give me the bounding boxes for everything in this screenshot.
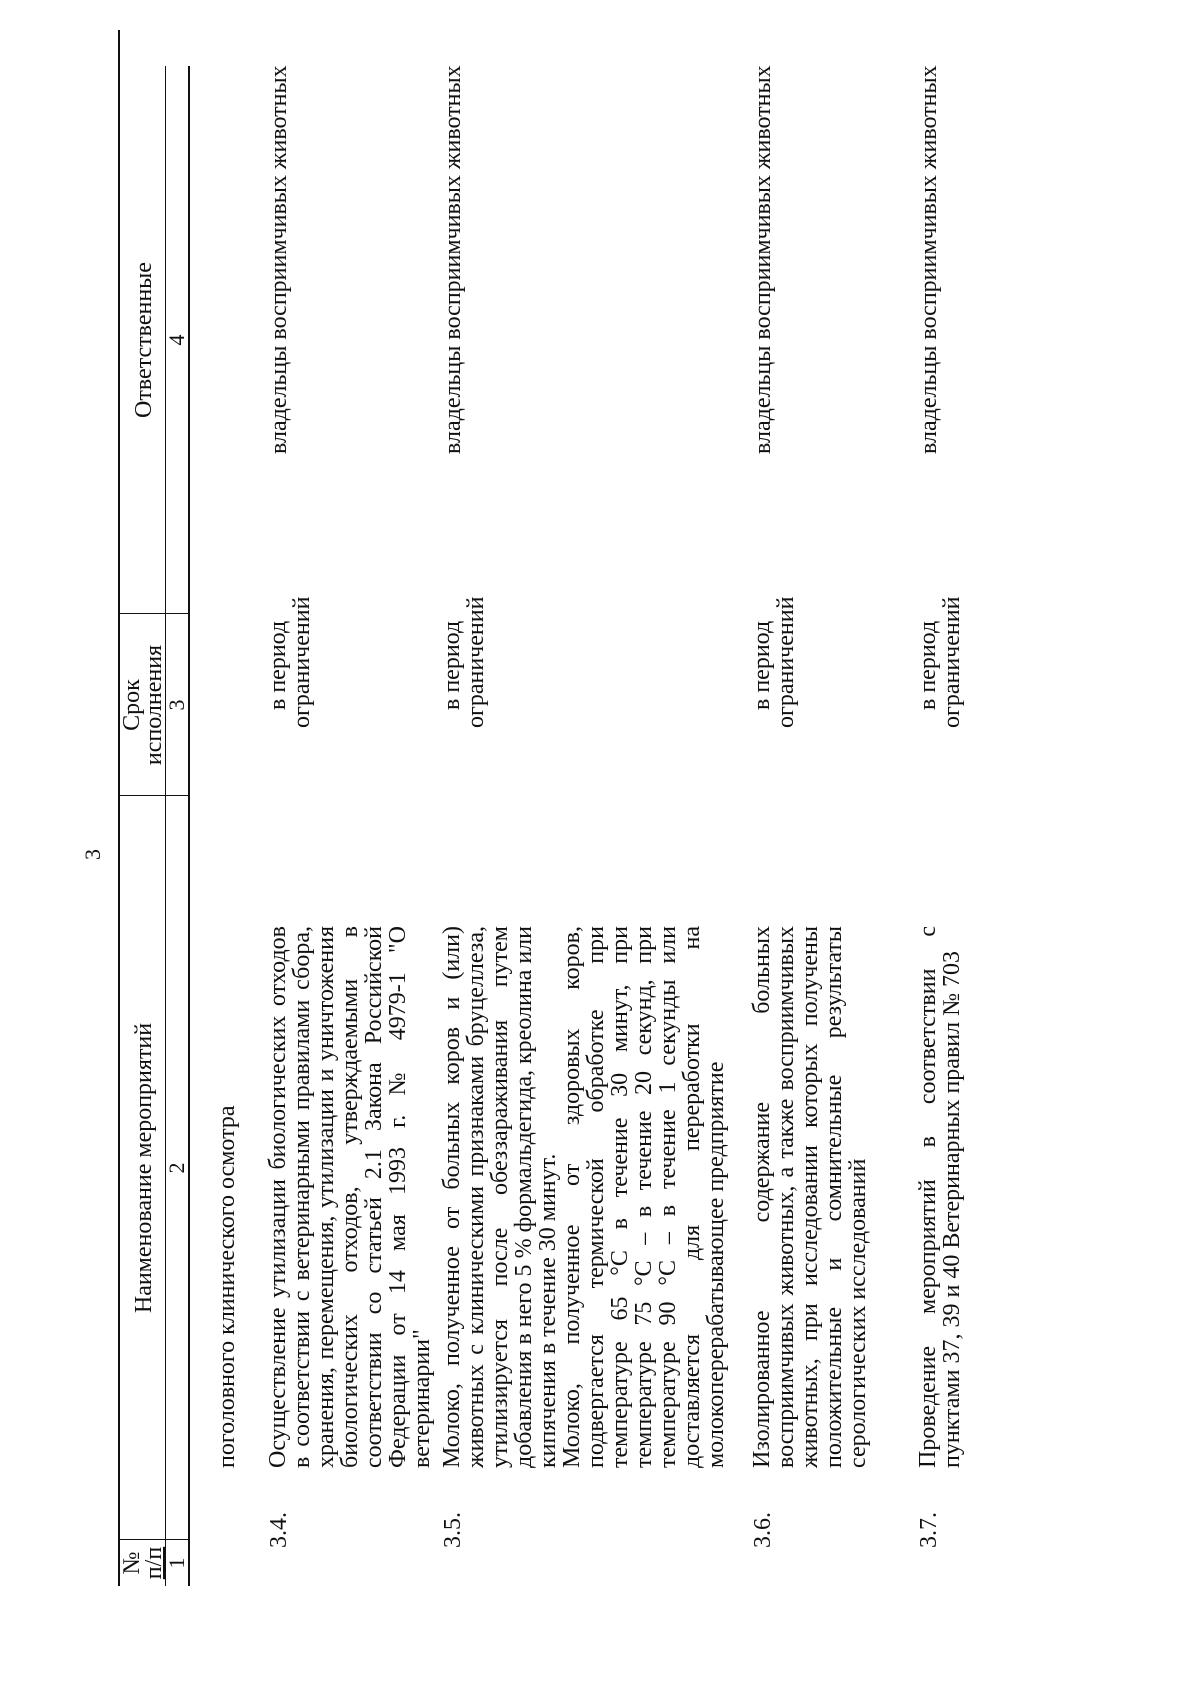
measure-paragraph: Молоко, полученное от больных коров и (или) животных с клиническими признаками бруцеллеза, утилизируется после обеззараживания путем добавления в него 5 % формальдегида, креолина или кипячения в течение 30 минут. (439, 926, 561, 1468)
header-col-term-line2: исполнения (141, 644, 167, 766)
term-line1: в период (749, 620, 775, 710)
row-responsible: владельцы восприимчивых животных (750, 65, 776, 454)
term-line1: в период (915, 620, 941, 710)
continuation-text: поголовного клинического осмотра (214, 1105, 240, 1468)
term-line2: ограничений (463, 596, 489, 728)
term-line1: в период (439, 620, 465, 710)
header-col-term-index: 3 (164, 699, 189, 711)
row-responsible: владельцы восприимчивых животных (440, 65, 466, 454)
header-col-term-line1: Срок (119, 679, 145, 731)
row-responsible: владельцы восприимчивых животных (266, 65, 292, 454)
header-col-responsible-index: 4 (164, 334, 189, 346)
measure-paragraph: Молоко, полученное от здоровых коров, подвергается термической обработке при температуре 65 °С в течение 30 минут, при температуре 75 °С – в течение 20 секунд, при температуре 90 °С – в течение 1 секунды или доставляется для переработки на молокоперерабатывающее предприятие (559, 926, 729, 1468)
row-responsible: владельцы восприимчивых животных (916, 65, 942, 454)
row-term (266, 508, 314, 728)
page-number: 3 (80, 849, 105, 860)
term-line2: ограничений (939, 596, 965, 728)
header-col-name-index: 2 (164, 1162, 189, 1174)
header-col-number-line2: п/п (141, 1546, 167, 1580)
row-measure-text (440, 926, 728, 1468)
header-bottom-rule (188, 66, 190, 1586)
row-term (916, 508, 964, 728)
measure-paragraph: Изолированное содержание больных восприимчивых животных, а также восприимчивых животных, при исследовании которых получены положительные и сомнительные результаты серологических исследований (749, 926, 871, 1468)
row-term (440, 508, 488, 728)
measure-paragraph: Осуществление утилизации биологических отходов в соответствии с ветеринарными правилами сбора, хранения, перемещения, утилизации и уничтожения биологических отходов, утверждаемыми в соответствии со статьей 2.1 Закона Российской Федерации от 14 мая 1993 г. № 4979-1 "О ветеринарии" (265, 926, 435, 1468)
header-col-number (120, 1540, 190, 1586)
row-measure-text (750, 926, 870, 1468)
row-number: 3.5. (440, 1512, 466, 1548)
header-col-number-index: 1 (164, 1557, 189, 1569)
row-measure-text (266, 926, 434, 1468)
header-col-name-title: Наименование мероприятий (131, 1022, 157, 1314)
header-col-name (120, 796, 190, 1540)
term-line1: в период (265, 620, 291, 710)
row-number: 3.7. (916, 1512, 942, 1548)
header-col-number-line1: № (119, 1551, 145, 1575)
term-line2: ограничений (289, 596, 315, 728)
header-extended-rule (118, 30, 120, 66)
measure-paragraph: Проведение мероприятий в соответствии с пунктами 37, 39 и 40 Ветеринарных правил № 703 (915, 926, 965, 1468)
header-col-responsible-title: Ответственные (131, 262, 157, 418)
row-number: 3.4. (266, 1512, 292, 1548)
table-header (118, 66, 190, 1586)
row-measure-text (916, 926, 964, 1468)
header-number-row-line (165, 66, 166, 1586)
header-col-responsible (120, 66, 190, 614)
row-number: 3.6. (750, 1512, 776, 1548)
row-term (750, 508, 798, 728)
term-line2: ограничений (773, 596, 799, 728)
header-col-term (120, 614, 190, 796)
